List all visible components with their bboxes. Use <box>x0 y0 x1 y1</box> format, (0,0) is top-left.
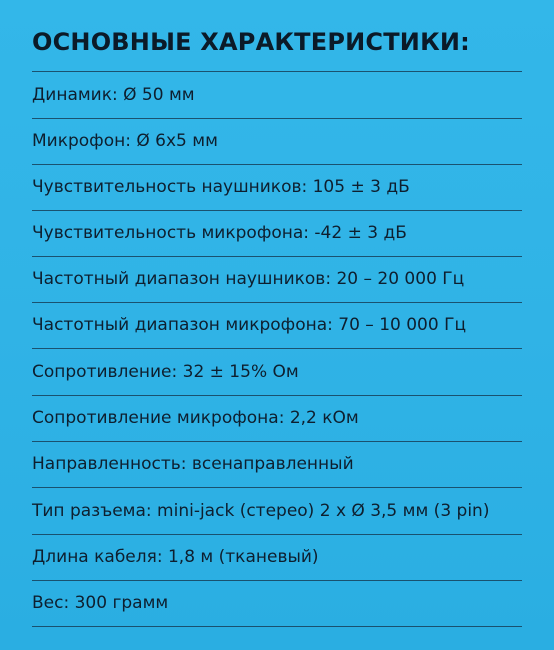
spec-connector-type: Тип разъема: mini-jack (стерео) 2 х Ø 3,5 мм (3 pin) <box>32 501 490 521</box>
divider <box>32 580 522 581</box>
spec-headphone-frequency-range: Частотный диапазон наушников: 20 – 20 000 Гц <box>32 269 465 289</box>
divider <box>32 487 522 488</box>
divider <box>32 256 522 257</box>
spec-headphone-sensitivity: Чувствительность наушников: 105 ± 3 дБ <box>32 177 410 197</box>
divider <box>32 348 522 349</box>
spec-microphone-sensitivity: Чувствительность микрофона: -42 ± 3 дБ <box>32 223 407 243</box>
divider <box>32 395 522 396</box>
spec-impedance: Сопротивление: 32 ± 15% Ом <box>32 362 299 382</box>
spec-microphone-frequency-range: Частотный диапазон микрофона: 70 – 10 000 Гц <box>32 315 467 335</box>
spec-directivity: Направленность: всенаправленный <box>32 454 354 474</box>
divider <box>32 441 522 442</box>
divider <box>32 118 522 119</box>
divider <box>32 71 522 72</box>
spec-microphone-impedance: Сопротивление микрофона: 2,2 кОм <box>32 408 359 428</box>
spec-microphone: Микрофон: Ø 6х5 мм <box>32 131 218 151</box>
divider <box>32 164 522 165</box>
spec-speaker: Динамик: Ø 50 мм <box>32 85 195 105</box>
divider <box>32 210 522 211</box>
spec-title: ОСНОВНЫЕ ХАРАКТЕРИСТИКИ: <box>32 28 470 56</box>
divider <box>32 626 522 627</box>
divider <box>32 302 522 303</box>
divider <box>32 534 522 535</box>
spec-cable-length: Длина кабеля: 1,8 м (тканевый) <box>32 547 319 567</box>
spec-weight: Вес: 300 грамм <box>32 593 169 613</box>
